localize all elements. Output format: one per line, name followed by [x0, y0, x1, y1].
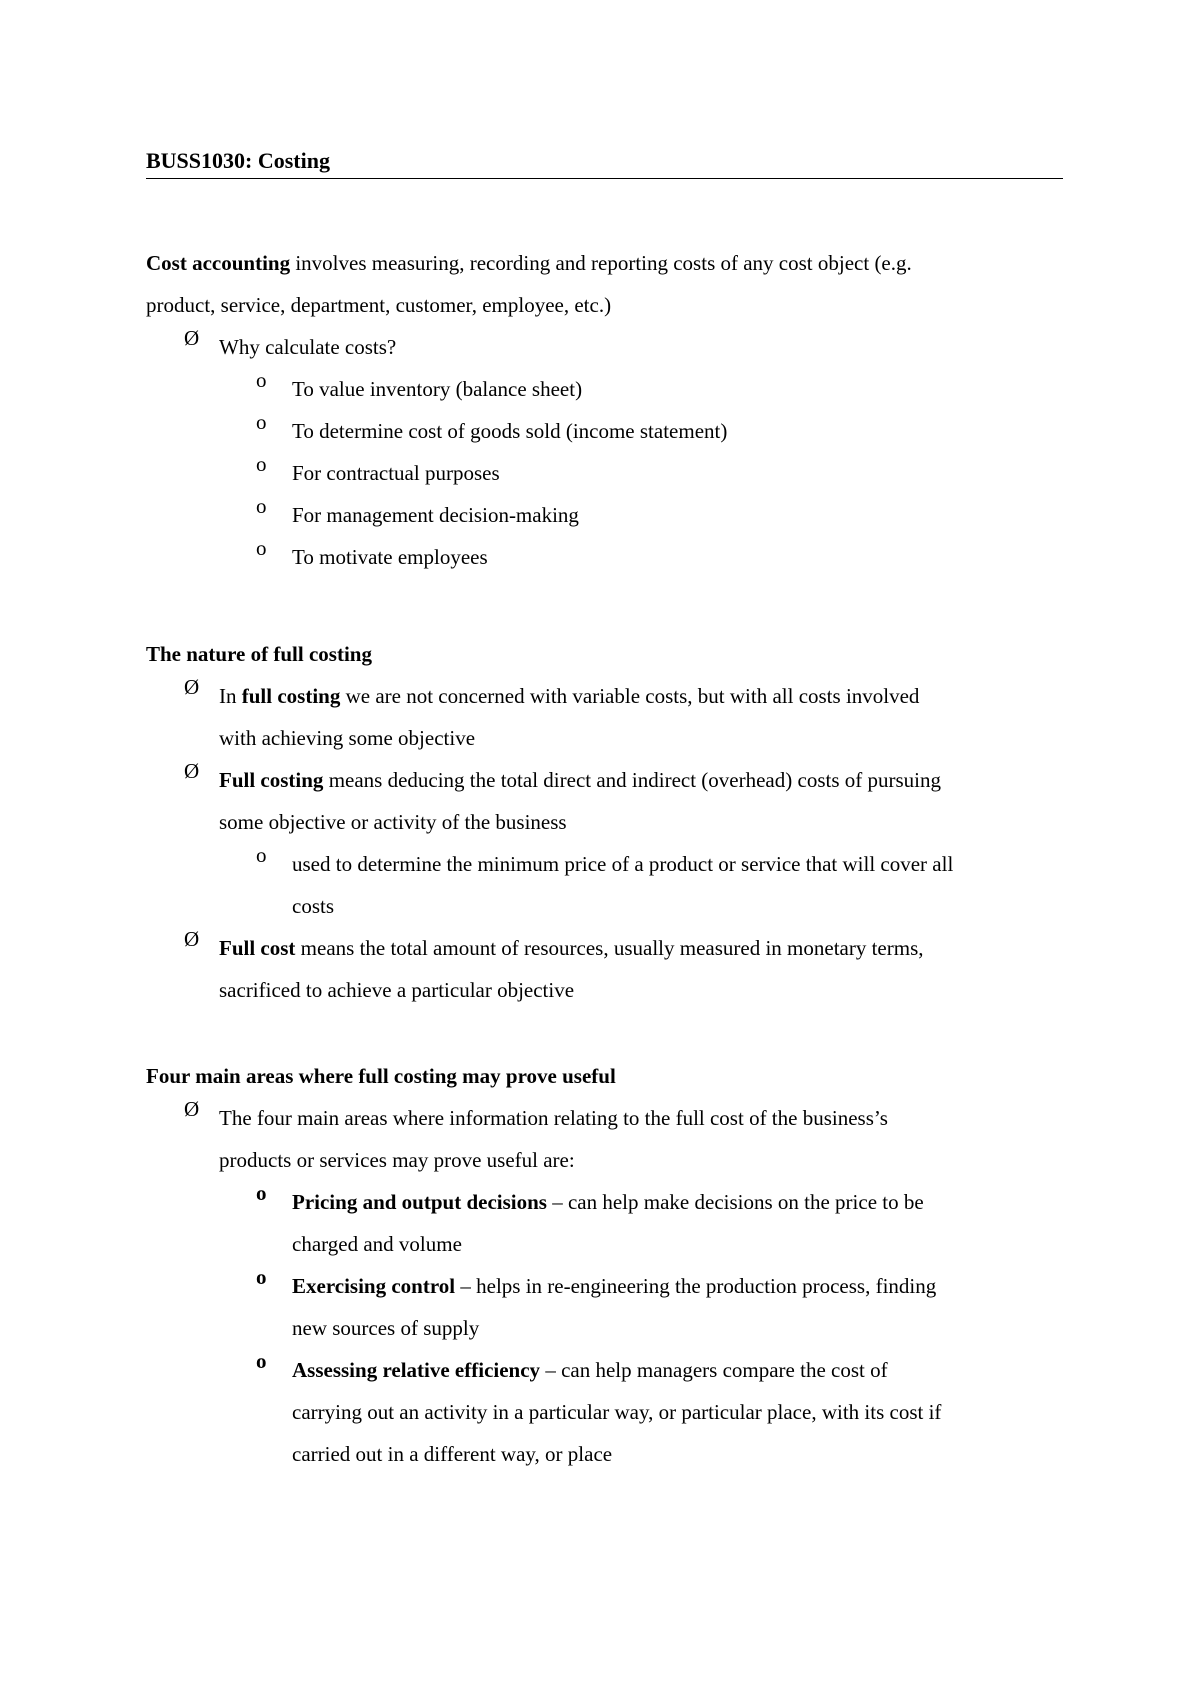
intro-line-2: product, service, department, customer, employee, etc.) [146, 293, 612, 317]
paragraph-line: costs [292, 894, 334, 918]
circle-bullet-icon: o [256, 1265, 267, 1289]
arrow-bullet-icon: Ø [184, 1097, 200, 1121]
bold-term: Exercising control [292, 1274, 456, 1298]
bold-term: Pricing and output decisions [292, 1190, 547, 1214]
arrow-bullet-icon: Ø [184, 675, 200, 699]
circle-bullet-icon: o [256, 368, 267, 392]
text-run: In [219, 684, 242, 708]
intro-term: Cost accounting [146, 251, 291, 275]
paragraph-line: charged and volume [292, 1232, 462, 1256]
cost-accounting-section [146, 242, 1063, 578]
paragraph-line: some objective or activity of the business [219, 810, 567, 834]
paragraph-line [292, 1181, 1063, 1223]
paragraph-line [219, 675, 1063, 717]
list-item [184, 759, 1063, 843]
reason-item: To determine cost of goods sold (income statement) [292, 419, 728, 443]
circle-bullet-icon: o [256, 1181, 267, 1205]
list-item [256, 536, 1063, 578]
arrow-bullet-icon: Ø [184, 759, 200, 783]
list-item [184, 927, 1063, 1011]
list-item [184, 1097, 1063, 1181]
paragraph-line: new sources of supply [292, 1316, 480, 1340]
paragraph-line [219, 759, 1063, 801]
bold-term: Full cost [219, 936, 296, 960]
page-title: BUSS1030: Costing [146, 146, 1063, 179]
reason-item: To value inventory (balance sheet) [292, 377, 583, 401]
circle-bullet-icon: o [256, 494, 267, 518]
arrow-bullet-icon: Ø [184, 326, 200, 350]
circle-bullet-icon: o [256, 843, 267, 867]
circle-bullet-icon: o [256, 1349, 267, 1373]
circle-bullet-icon: o [256, 410, 267, 434]
list-item [256, 1265, 1063, 1349]
paragraph-line: carrying out an activity in a particular way, or particular place, with its cost if [292, 1400, 942, 1424]
full-costing-section [146, 633, 1063, 1011]
why-question: Why calculate costs? [219, 335, 397, 359]
paragraph-line [292, 1349, 1063, 1391]
section-heading: Four main areas where full costing may prove useful [146, 1064, 616, 1088]
paragraph-line [219, 927, 1063, 969]
text-run: means the total amount of resources, usually measured in monetary terms, [295, 936, 924, 960]
text-run: – can help managers compare the cost of [540, 1358, 888, 1382]
intro-text: involves measuring, recording and reporting costs of any cost object (e.g. [290, 251, 912, 275]
intro-line-1 [146, 242, 1063, 284]
bold-term: full costing [241, 684, 341, 708]
list-item [256, 452, 1063, 494]
list-item [184, 675, 1063, 759]
paragraph-line: used to determine the minimum price of a product or service that will cover all [292, 852, 954, 876]
text-run: we are not concerned with variable costs, but with all costs involved [340, 684, 920, 708]
list-item [256, 494, 1063, 536]
reason-item: For contractual purposes [292, 461, 500, 485]
list-item [256, 843, 1063, 927]
text-run: means deducing the total direct and indirect (overhead) costs of pursuing [323, 768, 941, 792]
bold-term: Full costing [219, 768, 324, 792]
text-run: – can help make decisions on the price to be [546, 1190, 924, 1214]
list-item [256, 1349, 1063, 1475]
list-item [256, 368, 1063, 410]
list-item [256, 410, 1063, 452]
paragraph-line: sacrificed to achieve a particular objective [219, 978, 575, 1002]
paragraph-line: carried out in a different way, or place [292, 1442, 613, 1466]
paragraph-line: products or services may prove useful are: [219, 1148, 575, 1172]
circle-bullet-icon: o [256, 536, 267, 560]
circle-bullet-icon: o [256, 452, 267, 476]
list-item [256, 1181, 1063, 1265]
text-run: – helps in re-engineering the production process, finding [455, 1274, 937, 1298]
list-item [184, 326, 1063, 368]
reason-item: To motivate employees [292, 545, 488, 569]
section-heading: The nature of full costing [146, 642, 372, 666]
paragraph-line: with achieving some objective [219, 726, 476, 750]
four-areas-section [146, 1055, 1063, 1475]
paragraph-line [292, 1265, 1063, 1307]
bold-term: Assessing relative efficiency [292, 1358, 541, 1382]
arrow-bullet-icon: Ø [184, 927, 200, 951]
reason-item: For management decision-making [292, 503, 579, 527]
paragraph-line: The four main areas where information relating to the full cost of the business’s [219, 1106, 888, 1130]
